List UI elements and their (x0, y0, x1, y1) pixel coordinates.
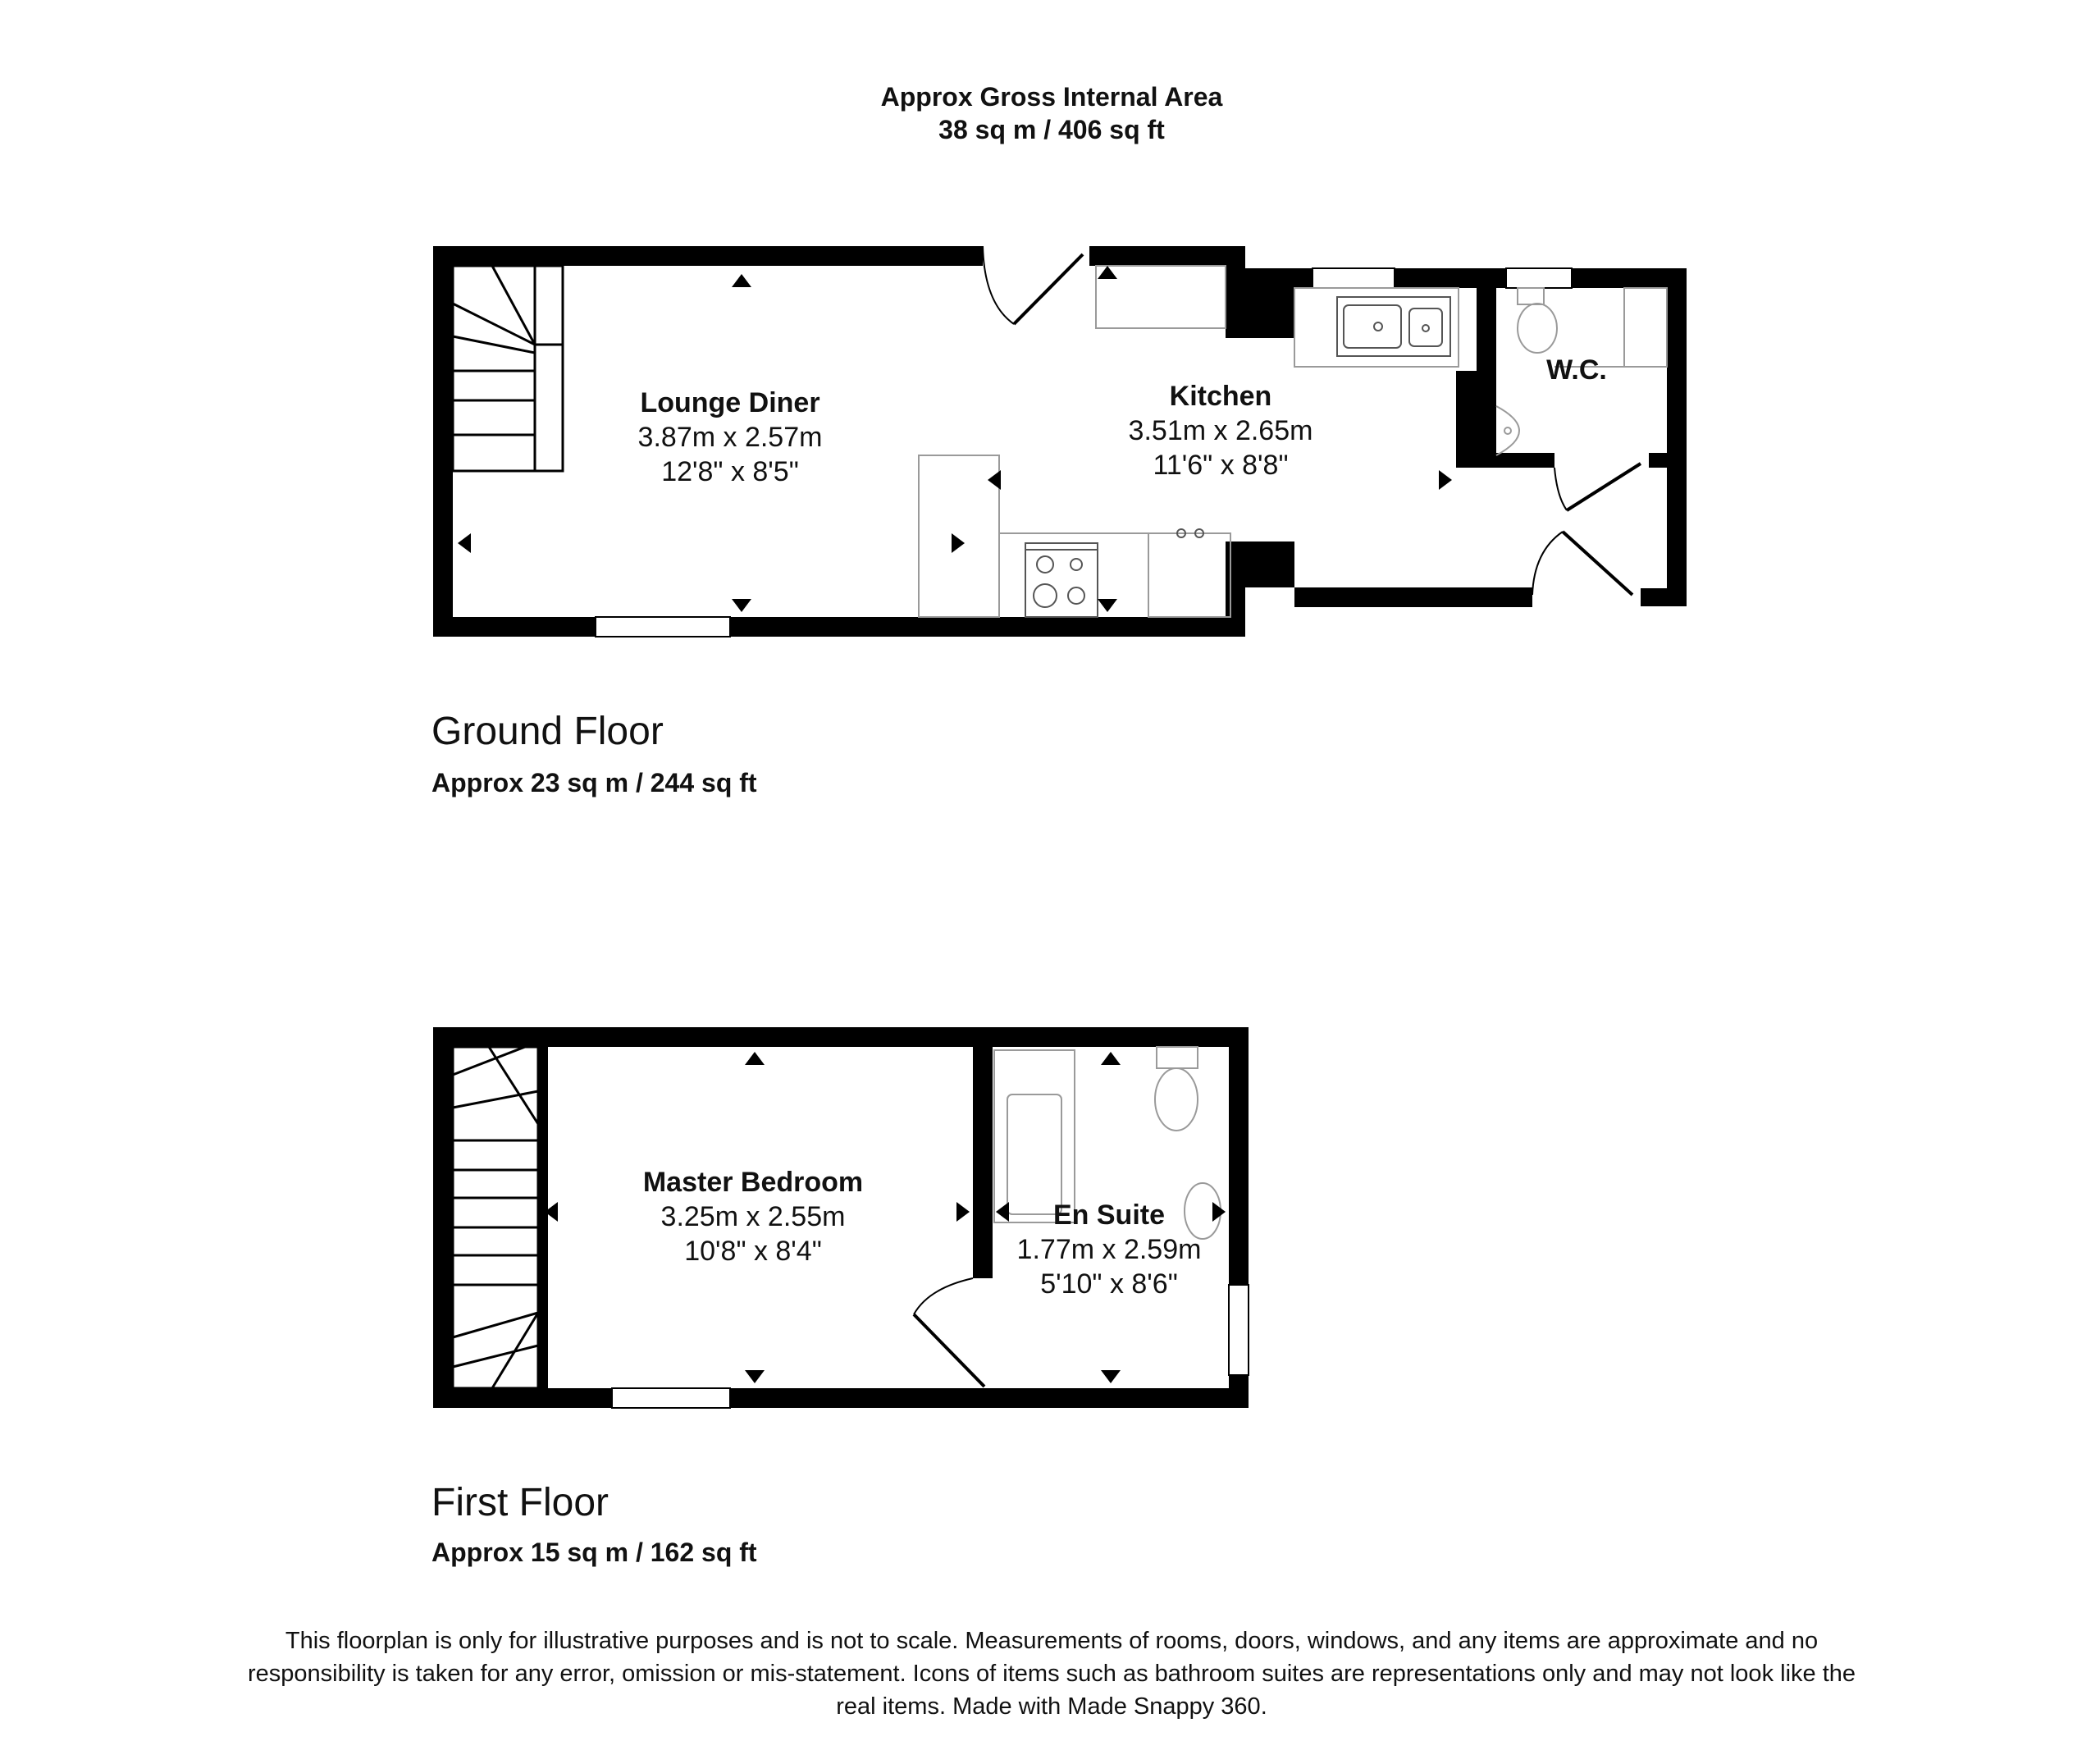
ground-floor-plan (433, 246, 1687, 637)
first-floor-area: Approx 15 sq m / 162 sq ft (431, 1538, 757, 1567)
room-name: Master Bedroom (642, 1167, 864, 1198)
room-lounge-diner (638, 386, 823, 489)
gross-area-value: 38 sq m / 406 sq ft (938, 115, 1165, 144)
first-floor-stairs (453, 1047, 538, 1388)
room-imperial: 12'8" x 8'5" (661, 456, 799, 487)
ground-floor-walls (433, 246, 1687, 637)
disclaimer-text: This floorplan is only for illustrative purposes and is not to scale. Measurements of rooms, doors, windows, and any items are approximate and no responsibility is taken for any error, omission or mis-statement. Icons of items such as bathroom suites are representations only and may not look like the real items. Made with Made Snappy 360. (248, 1628, 1856, 1720)
room-name: Lounge Diner (640, 387, 820, 418)
room-name: En Suite (1052, 1200, 1166, 1231)
first-floor-title: First Floor (431, 1481, 609, 1524)
first-floor-doors (914, 1278, 984, 1387)
ground-floor-area: Approx 23 sq m / 244 sq ft (431, 768, 757, 797)
room-name: W.C. (1546, 354, 1607, 386)
room-en-suite (1017, 1198, 1202, 1301)
room-metric: 3.51m x 2.65m (1128, 415, 1313, 446)
gross-area-title: Approx Gross Internal Area (880, 82, 1223, 112)
room-kitchen (1129, 379, 1313, 482)
ground-floor-stairs (453, 266, 563, 471)
room-metric: 3.87m x 2.57m (637, 422, 823, 453)
gross-area-heading (881, 80, 1223, 146)
room-master-bedroom (643, 1165, 863, 1268)
room-imperial: 11'6" x 8'8" (1153, 450, 1289, 481)
room-metric: 1.77m x 2.59m (1016, 1234, 1202, 1265)
ground-floor-title: Ground Floor (431, 710, 664, 753)
room-imperial: 10'8" x 8'4" (684, 1236, 822, 1267)
room-name: Kitchen (1169, 381, 1272, 412)
room-metric: 3.25m x 2.55m (660, 1201, 846, 1232)
room-wc (1546, 353, 1607, 387)
room-imperial: 5'10" x 8'6" (1040, 1268, 1178, 1300)
